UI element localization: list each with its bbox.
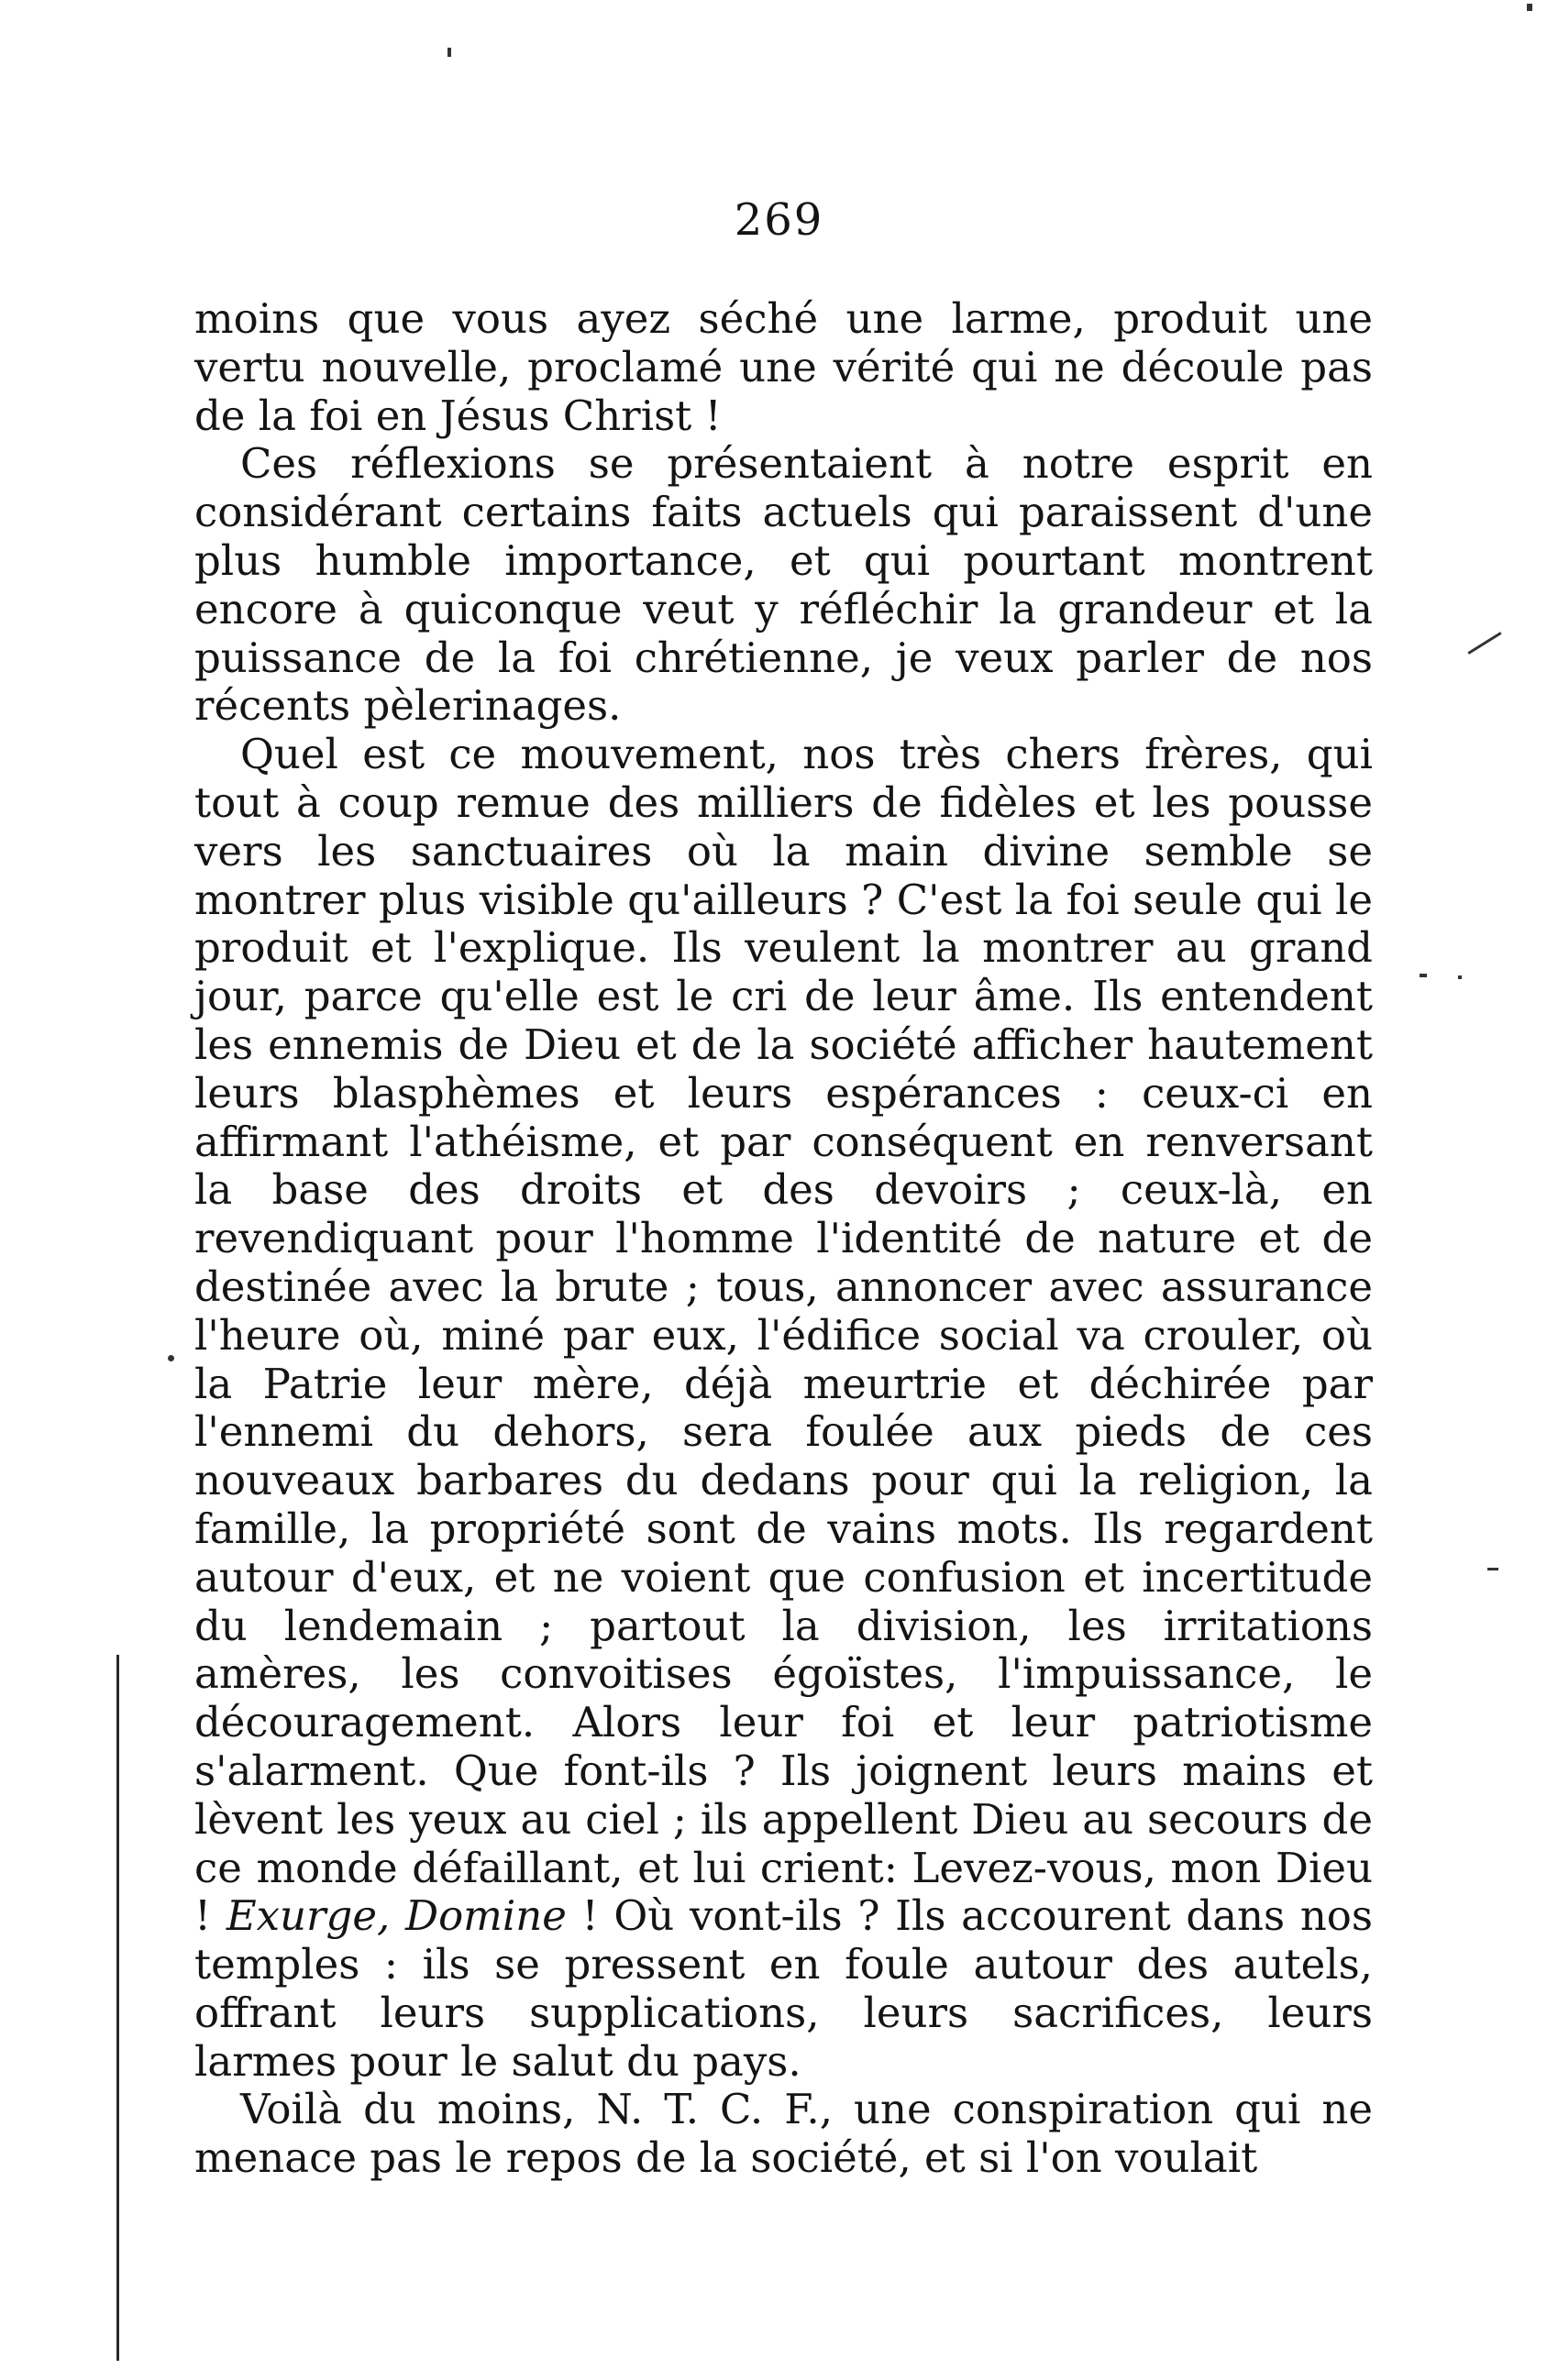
paragraph-3-text: Quel est ce mouvement, nos très chers frères, qui tout à coup remue des milliers de fidèles et les pousse vers les sanctuaires où la main divine semble se montrer plus visible qu'ailleurs ? C'est la foi seule qui le produit et l'explique. Ils veulent la montrer au grand jour, parce qu'elle est le cri de leur âme. Ils entendent les ennemis de Dieu et de la société afficher hautement leurs blasphèmes et leurs espérances : ceux-ci en affirmant l'athéisme, et par conséquent en renversant la base des droits et des devoirs ; ceux-là, en revendiquant pour l'homme l'identité de nature et de destinée avec la brute ; tous, annoncer avec assurance l'heure où, miné par eux, l'édifice social va crouler, où la Patrie leur mère, déjà meurtrie et déchirée par l'ennemi du dehors, sera foulée aux pieds de ces nouveaux barbares du dedans pour qui la religion, la famille, la propriété sont de vains mots. Ils regardent autour d'eux, et ne voient que confusion et incertitude du lendemain ; partout la division, les irritations amères, les convoitises égoïstes, l'impuissance, le découragement. Alors leur foi et leur patriotisme s'alarment. Que font-ils ? Ils joignent leurs mains et lèvent les yeux au ciel ; ils appellent Dieu au secours de ce monde défaillant, et lui crient: Levez-vous, mon Dieu ! [194,730,1373,1941]
paragraph-1: moins que vous ayez séché une larme, produit une vertu nouvelle, proclamé une vérité qui ne découle pas de la foi en Jésus Christ ! [194,294,1373,440]
scan-dot-right-2 [1458,975,1462,979]
margin-rule [116,1655,119,2361]
paragraph-4: Voilà du moins, N. T. C. F., une conspiration qui ne menace pas le repos de la société, et si l'on voulait [194,2085,1373,2183]
scan-dot-left [168,1355,174,1361]
scan-dots-right [1420,974,1427,977]
paragraph-2: Ces réflexions se présentaient à notre esprit en considérant certains faits actuels qui paraissent d'une plus humble importance, et qui pourtant montrent encore à quiconque veut y réfléchir la grandeur et la puissance de la foi chrétienne, je veux parler de nos récents pèlerinages. [194,439,1373,731]
scan-mark-corner [1527,4,1532,11]
scan-dash-right-2 [1487,1568,1498,1570]
paragraph-3-continuation: ! Où vont-ils ? Ils accourent dans nos temples : ils se pressent en foule autour des autels, offrant leurs supplications, leurs sacrifices, leurs larmes pour le salut du pays. [194,1891,1373,2086]
page-number: 269 [734,194,824,246]
paragraph-3 [194,731,1373,2086]
scan-mark-top [448,48,451,57]
body-text [194,295,1373,2183]
latin-phrase: Exurge, Domine [226,1891,567,1941]
scan-dash-right [1467,632,1501,655]
